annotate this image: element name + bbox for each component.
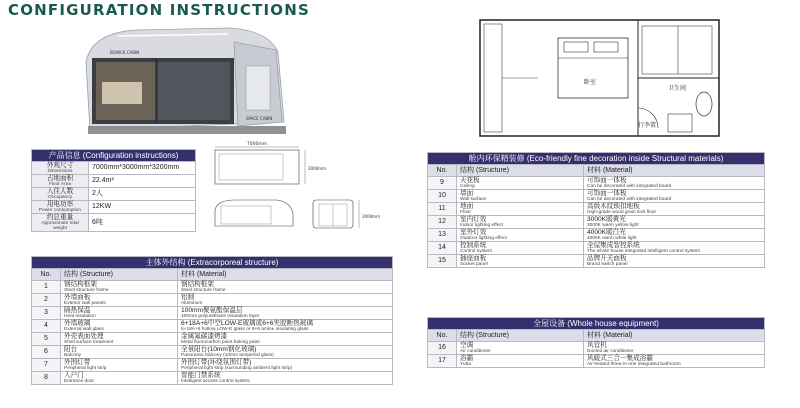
exterior-table [31,256,393,385]
col-no: No. [32,269,61,281]
table-row: 11 地面 Floor 高级木纹锁扣地板 High-grade wood grain lock floor [428,203,765,216]
config-label: 占地面积 Floor Area [32,175,89,188]
col-structure: 结构 (Structure) [457,165,584,177]
equipment-table [427,317,765,368]
config-value: 22.4m² [89,175,196,188]
table-row: 2 外墙面板 Exterior wall panels 铝制 Aluminum [32,294,393,307]
room-label-bathroom: 卫生间 [668,85,687,92]
config-label: 约总重量 Approximate total weight [32,214,89,232]
table-row: 7 外围灯带 Peripheral light strip 外围灯带(环绕氛围灯带) Peripheral light strip (surrounding ambient light strip) [32,359,393,372]
col-no: No. [428,330,457,342]
config-label: 入住人数 Occupancy [32,188,89,201]
col-material: 材料 (Material) [584,165,765,177]
dim-width: 3000mm [362,214,380,219]
dim-height: 3000mm [308,166,326,171]
table-row: 17 浴霸 Yuba 风暖式三合一集成浴霸 Air-heated three-in-one integrated bathroom [428,355,765,368]
config-label: 外观尺寸 Dimensions [32,162,89,175]
col-structure: 结构 (Structure) [457,330,584,342]
table-row: 6 阳台 Balcony 全景阳台(10mm钢化玻璃) Panoramic balcony (10mm tempered glass) [32,346,393,359]
table-row: 5 外壳表面处理 Shell surface treatment 金属氟碳漆烤漆 Metal fluorocarbon paint baking paint [32,333,393,346]
col-material: 材料 (Material) [178,269,393,281]
config-label: 用电功率 Power consumption [32,201,89,214]
dim-length: 7000mm [246,142,268,147]
dimension-drawings [205,140,380,235]
table-row: 15 插座面板 Socket panel 品牌开关面板 Brand switch panel [428,255,765,268]
capsule-exterior-image [78,22,296,144]
room-label-luggage: 行李置 [638,122,657,129]
table-row: 4 外墙玻璃 External wall glass 6+18A+6中空LOW-E玻璃或6+6夹胶断热玻璃 6+18A+6 hollow LOW-E glass or 6+6 amine insulating glass [32,320,393,333]
table-row: 14 控制系统 Control system 全屋集成智控系统 The whole house integrated intelligent control system [428,242,765,255]
table-row: 12 室内灯效 Indoor lighting effect 3000K暖黄光 3000K warm yellow light [428,216,765,229]
config-value: 6吨 [89,214,196,232]
table-row: 8 入户门 Entrance door 智能门禁系统 Intelligent access control system [32,372,393,385]
table-row: 16 空调 Air conditioner 风管机 Ducted air conditioner [428,342,765,355]
exterior-table-header: 主体外结构 (Extracorporeal structure) [32,257,393,269]
config-value: 7000mm*3000mm*3200mm [89,162,196,175]
interior-table-header: 舱内环保精装修 (Eco-friendly fine decoration inside Structural materials) [428,153,765,165]
equipment-table-header: 全屋设备 (Whole house equipment) [428,318,765,330]
hero-sign-right: SPACE CABIN [246,116,273,121]
table-row: 1 钢结构框架 Steel structure frame 钢结构框架 Steel structure frame [32,281,393,294]
col-no: No. [428,165,457,177]
room-label-bedroom: 卧室 [583,79,597,86]
floor-plan-diagram [478,18,721,138]
col-structure: 结构 (Structure) [61,269,178,281]
config-table-header: 产品信息 (Configuration instructions) [32,150,196,162]
table-row: 10 墙面 Wall surface 可饰面一体板 Can be decorated with integrated board [428,190,765,203]
config-table [31,149,196,232]
table-row: 9 天花板 Ceiling 可饰面一体板 Can be decorated with integrated board [428,177,765,190]
hero-sign-left: BONICK CABIN [110,50,140,55]
table-row: 3 隔热保温 Heat insulation 100mm聚氨酯保温层 100mm polyurethane insulation layer [32,307,393,320]
config-value: 2人 [89,188,196,201]
interior-table [427,152,765,268]
col-material: 材料 (Material) [584,330,765,342]
table-row: 13 室外灯效 Outdoor lighting effect 4000K暖白光 4000K warm white light [428,229,765,242]
page-title: CONFIGURATION INSTRUCTIONS [8,1,310,19]
config-value: 12KW [89,201,196,214]
